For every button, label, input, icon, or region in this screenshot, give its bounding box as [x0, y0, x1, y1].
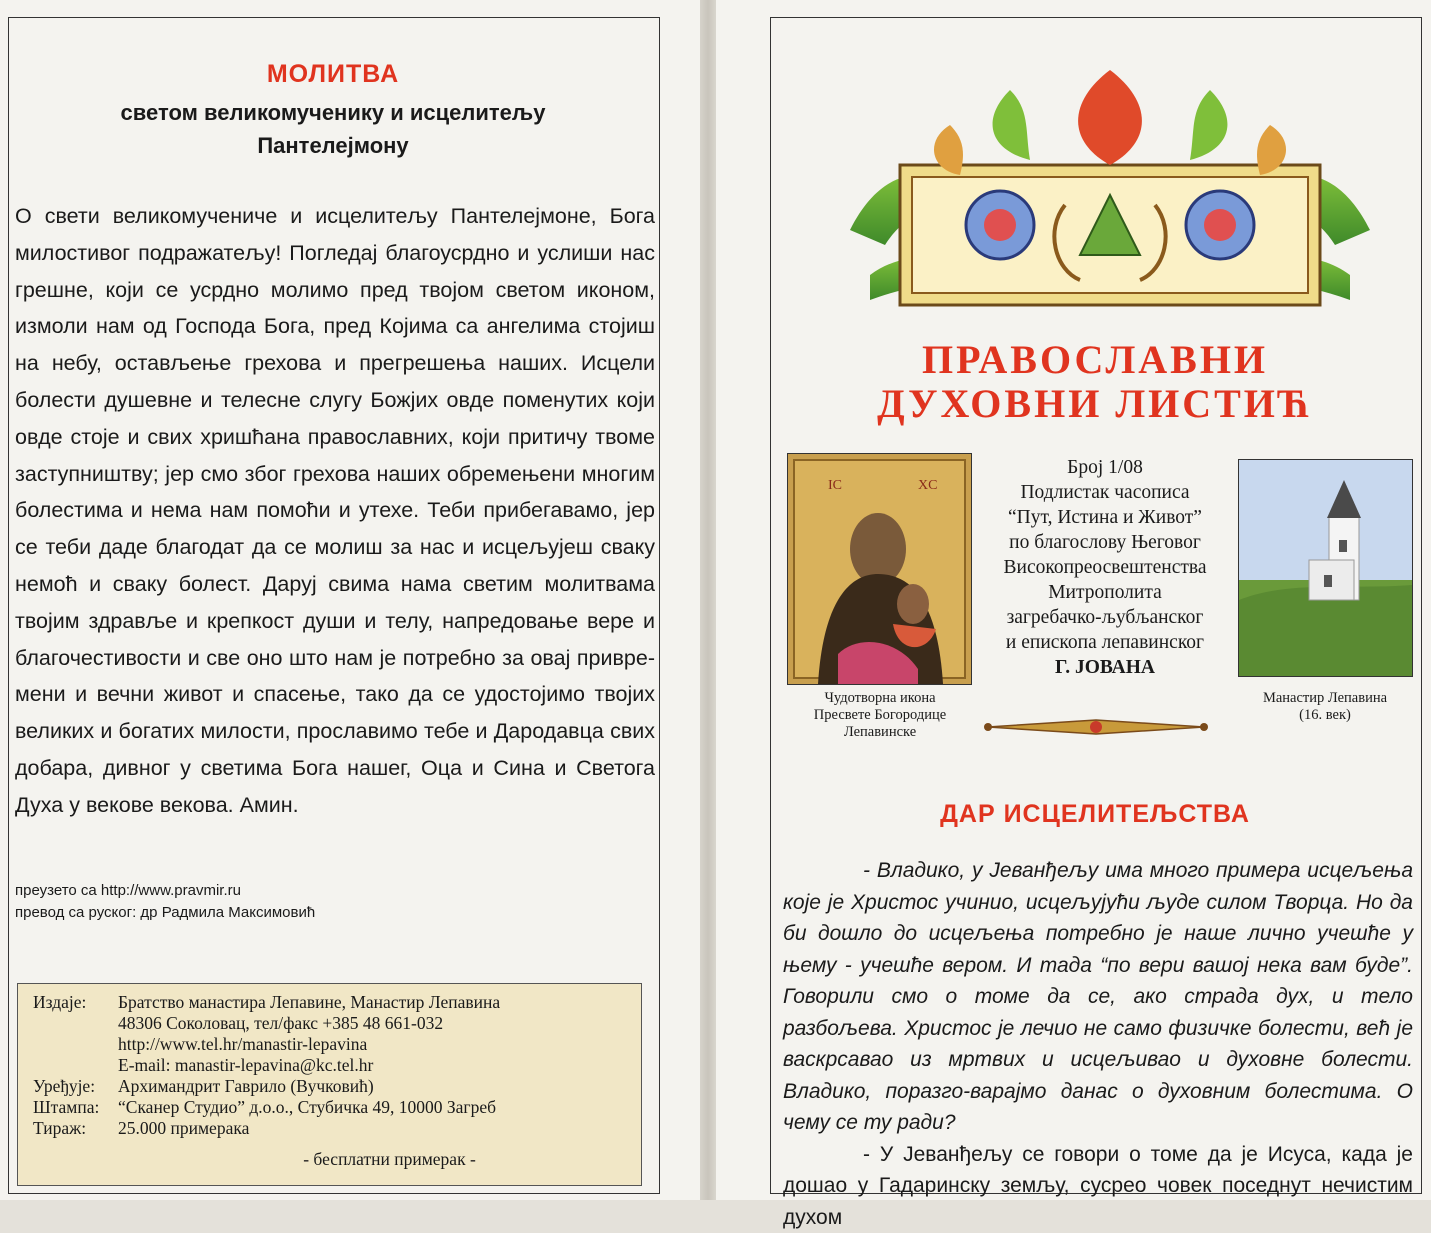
page-gutter	[700, 0, 716, 1200]
monastery-caption	[1230, 690, 1420, 724]
ornamental-divider-icon	[978, 712, 1214, 742]
source-notes	[15, 880, 315, 924]
icon-caption-line-1: Чудотворна икона	[780, 690, 980, 707]
interview-question: - Владико, у Јеванђељу има много примера исцељења које је Христос учинио, исцељујући људе силом Творца. Но да би дошло до исцељења потребно је наше лично учешће у њему - учешће вером. И тада “по вери вашој нека вам буде”. Говорили смо о томе да се, ако страда дух, и тело разбољева. Христос је лечио не само физичке болести, већ је васкрсавао из мртвих и исцељивао и духовне болести. Владико, поразго-варајмо данас о духовним болестима. О чему се ту ради?	[783, 855, 1413, 1139]
issue-line-4: Високопреосвештенства	[985, 555, 1225, 580]
imprint-run-row	[18, 1118, 641, 1139]
monastery-caption-line-2: (16. век)	[1230, 707, 1420, 724]
imprint-editor-row	[18, 1076, 641, 1097]
issue-line-5: Митрополита	[985, 580, 1225, 605]
run-label: Тираж:	[33, 1118, 118, 1139]
prayer-title: МОЛИТВА	[8, 60, 658, 89]
publisher-email: E-mail: manastir-lepavina@kc.tel.hr	[18, 1055, 641, 1076]
bishop-name: Г. ЈОВАНА	[985, 655, 1225, 680]
icon-caption-line-2: Пресвете Богородице	[780, 707, 980, 724]
issue-info	[985, 455, 1225, 680]
interview-answer: - У Јеванђељу се говори о томе да је Исуса, када је дошао у Гадаринску земљу, сусрео човек поседнут нечистим духом	[783, 1139, 1413, 1233]
issue-line-6: загребачко-љубљанског	[985, 605, 1225, 630]
translation-credit: превод са руског: др Радмила Максимовић	[15, 902, 315, 924]
monastery-photo	[1238, 459, 1413, 677]
issue-line-3: по благослову Његовог	[985, 530, 1225, 555]
publisher-web: http://www.tel.hr/manastir-lepavina	[18, 1034, 641, 1055]
floral-ornament-icon	[830, 30, 1390, 315]
prayer-text: О свети великомучениче и исцелитељу Пантелејмоне, Бога милостивог подражатељу! Погледај благоусрдно и услиши нас грешне, који се усрдно молимо пред твојом светом иконом, измоли нам од Господа Бога, пред Којима са ангелима стојиш на небу, остављење грехова и прегрешења наших. Исцели болести душевне и телесне слугу Божјих овде поменутих који овде стоје и свих хришћана православних, који притичу твоме заступништву; јер смо због грехова наших обремењени многим болестима и нема нам помоћи и утехе. Теби прибегавамо, јер се теби даде благодат да се молиш за нас и исцељујеш сваку немоћ и сваку болест. Даруј свима нама светим молитвама твојим здравље и крепкост души и телу, напредовање вере и благочестивости и све оно што нам је потребно за овај привре-мени и вечни живот и спасење, тако да се удостојимо твојих великих и богатих милости, прославимо тебе и Дародавца свих добара, дивног у светима Бога нашег, Оца и Сина и Светога Духа у векове векова. Амин.	[15, 198, 655, 824]
print-value: “Сканер Студио” д.о.о., Стубичка 49, 10000 Загреб	[118, 1097, 496, 1118]
masthead	[770, 338, 1420, 426]
editor-label: Уређује:	[33, 1076, 118, 1097]
free-copy-note: - бесплатни примерак -	[18, 1149, 641, 1170]
print-label: Штампа:	[33, 1097, 118, 1118]
prayer-subtitle-line-1: светом великомученику и исцелитељу	[8, 96, 658, 129]
issue-line-2: “Пут, Истина и Живот”	[985, 505, 1225, 530]
imprint-publisher-row	[18, 992, 641, 1013]
icon-caption	[780, 690, 980, 741]
masthead-line-2: ДУХОВНИ ЛИСТИЋ	[770, 382, 1420, 426]
issue-line-1: Подлистак часописа	[985, 480, 1225, 505]
run-value: 25.000 примерака	[118, 1118, 249, 1139]
monastery-caption-line-1: Манастир Лепавина	[1230, 690, 1420, 707]
issue-number: Број 1/08	[985, 455, 1225, 480]
section-title: ДАР ИСЦЕЛИТЕЉСТВА	[770, 800, 1420, 829]
prayer-subtitle	[8, 96, 658, 162]
masthead-line-1: ПРАВОСЛАВНИ	[770, 338, 1420, 382]
imprint-print-row	[18, 1097, 641, 1118]
issue-line-7: и епископа лепавинског	[985, 630, 1225, 655]
source-url: преузето са http://www.pravmir.ru	[15, 880, 315, 902]
theotokos-icon-image	[787, 453, 972, 685]
publisher-value: Братство манастира Лепавине, Манастир Лепавина	[118, 992, 500, 1013]
publisher-label: Издаје:	[33, 992, 118, 1013]
prayer-subtitle-line-2: Пантелејмону	[8, 129, 658, 162]
svg-text:XC: XC	[918, 478, 937, 493]
svg-text:IC: IC	[828, 478, 842, 493]
interview-text	[783, 855, 1413, 1233]
publisher-address: 48306 Соколовац, тел/факс +385 48 661-032	[18, 1013, 641, 1034]
imprint-box	[17, 983, 642, 1186]
icon-caption-line-3: Лепавинске	[780, 724, 980, 741]
editor-value: Архимандрит Гаврило (Вучковић)	[118, 1076, 374, 1097]
